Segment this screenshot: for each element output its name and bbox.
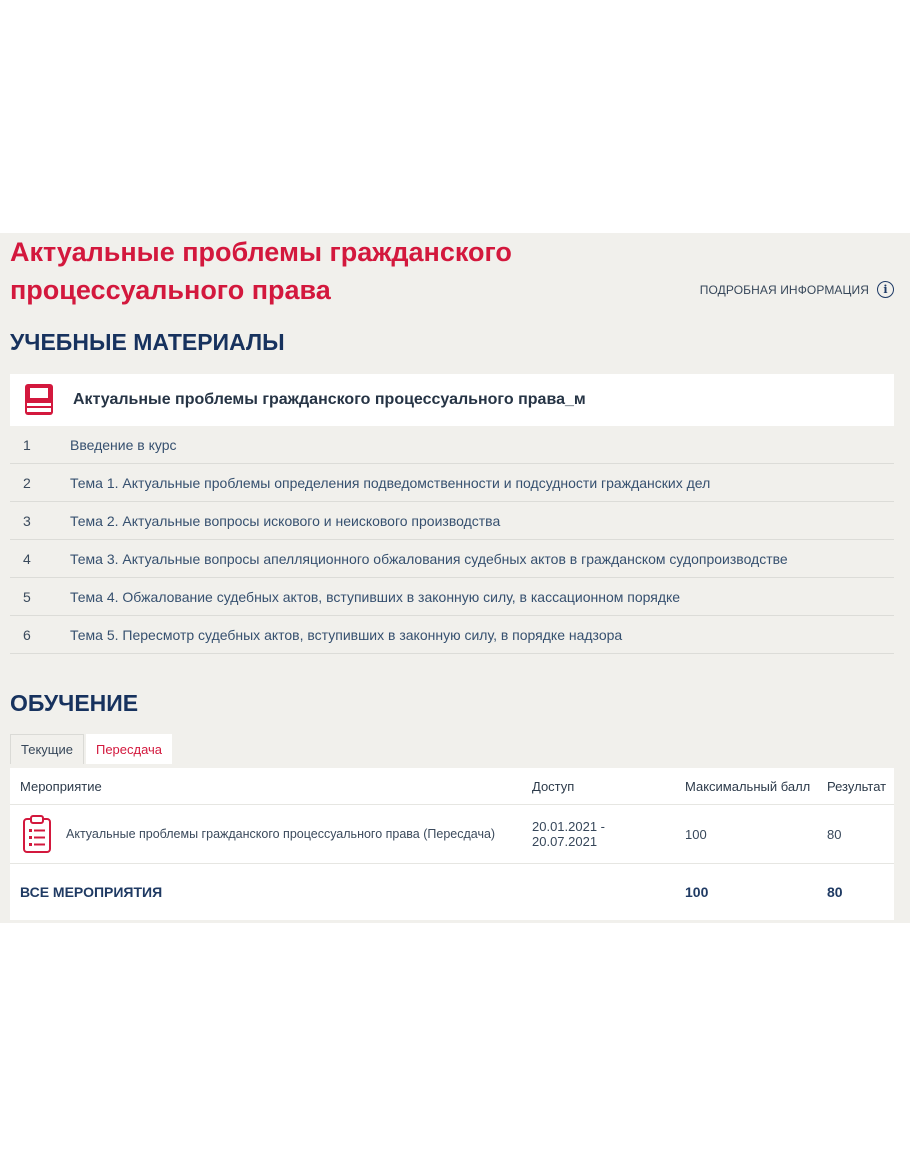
materials-heading: УЧЕБНЫЕ МАТЕРИАЛЫ	[10, 329, 285, 355]
book-icon	[23, 383, 57, 417]
row-event[interactable]	[10, 814, 523, 854]
details-link[interactable]	[700, 281, 894, 298]
list-item[interactable]	[10, 540, 894, 578]
event-title[interactable]: Актуальные проблемы гражданского процессуального права (Пересдача)	[66, 827, 496, 841]
item-number: 1	[23, 436, 31, 453]
item-number: 5	[23, 588, 31, 605]
page-title: Актуальные проблемы гражданского процессуального права	[10, 237, 512, 305]
learning-tabs	[10, 734, 172, 764]
materials-list	[10, 426, 894, 654]
list-item[interactable]	[10, 426, 894, 464]
table-total-row	[10, 864, 894, 920]
total-label: ВСЕ МЕРОПРИЯТИЯ	[20, 884, 163, 900]
header-access: Доступ	[532, 778, 575, 794]
item-label[interactable]: Тема 4. Обжалование судебных актов, вступивших в законную силу, в кассационном порядке	[70, 588, 681, 605]
info-icon[interactable]: i	[877, 281, 894, 298]
table-header	[10, 768, 894, 805]
item-label[interactable]: Тема 3. Актуальные вопросы апелляционного обжалования судебных актов в гражданском судопроизводстве	[70, 550, 788, 567]
total-max-score: 100	[685, 884, 709, 900]
item-number: 2	[23, 474, 31, 491]
item-number: 4	[23, 550, 31, 567]
table-row[interactable]	[10, 805, 894, 864]
item-label[interactable]: Тема 2. Актуальные вопросы искового и неискового производства	[70, 512, 501, 529]
item-number: 3	[23, 512, 31, 529]
row-result: 80	[827, 826, 842, 842]
list-item[interactable]	[10, 502, 894, 540]
row-access: 20.01.2021 - 20.07.2021	[532, 819, 606, 849]
item-label[interactable]: Введение в курс	[70, 436, 177, 453]
tab-current[interactable]: Текущие	[10, 734, 84, 764]
row-max-score: 100	[685, 826, 707, 842]
header-result: Результат	[827, 778, 887, 794]
list-item[interactable]	[10, 464, 894, 502]
header-event: Мероприятие	[20, 778, 102, 794]
course-panel	[0, 233, 910, 923]
item-label[interactable]: Тема 1. Актуальные проблемы определения подведомственности и подсудности гражданских дел	[70, 474, 711, 491]
clipboard-icon	[22, 814, 52, 854]
header-max-score: Максимальный балл	[685, 778, 811, 794]
details-link-label: ПОДРОБНАЯ ИНФОРМАЦИЯ	[699, 282, 869, 297]
material-card[interactable]	[10, 374, 894, 426]
tab-retake[interactable]: Пересдача	[86, 734, 172, 764]
material-card-title: Актуальные проблемы гражданского процессуального права_м	[73, 391, 586, 408]
grades-table	[10, 768, 894, 920]
item-number: 6	[23, 626, 31, 643]
learning-heading: ОБУЧЕНИЕ	[10, 690, 139, 716]
total-result: 80	[827, 884, 843, 900]
list-item[interactable]	[10, 578, 894, 616]
item-label[interactable]: Тема 5. Пересмотр судебных актов, вступивших в законную силу, в порядке надзора	[70, 626, 623, 643]
list-item[interactable]	[10, 616, 894, 654]
